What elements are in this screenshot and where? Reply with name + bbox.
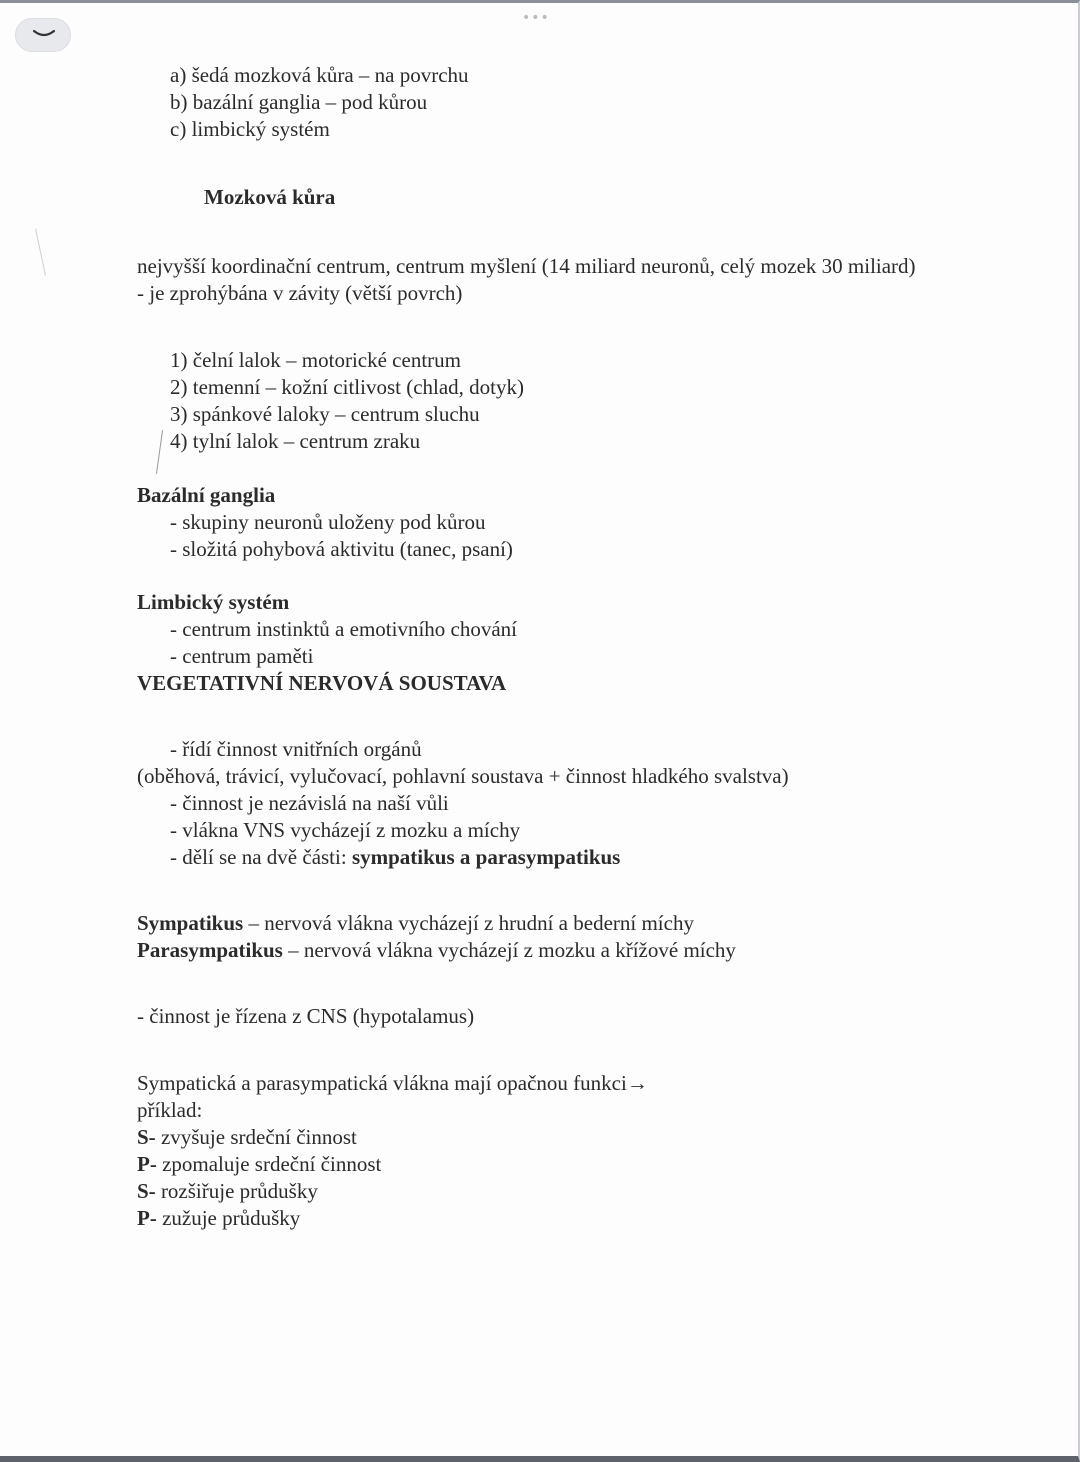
- basal-item: - složitá pohybová aktivitu (tanec, psaní): [170, 537, 513, 561]
- vns-line: - činnost je nezávislá na naší vůli: [170, 791, 449, 815]
- example-prefix: P-: [137, 1206, 157, 1230]
- vns-division-terms: sympatikus a parasympatikus: [351, 845, 621, 869]
- lobe-item: 3) spánkové laloky – centrum sluchu: [170, 402, 480, 426]
- vns-line: [170, 844, 620, 870]
- example-label: příklad:: [137, 1098, 203, 1122]
- control-line: - činnost je řízena z CNS (hypotalamus): [137, 1004, 475, 1028]
- cortex-intro: nejvyšší koordinační centrum, centrum myšlení (14 miliard neuronů, celý mozek 30 miliard): [137, 254, 916, 278]
- vns-line: - vlákna VNS vycházejí z mozku a míchy: [170, 818, 521, 842]
- vns-division-text: - dělí se na dvě části:: [170, 845, 352, 869]
- example-prefix: S-: [137, 1179, 156, 1203]
- example-item: [137, 1178, 318, 1204]
- more-menu-icon[interactable]: •••: [522, 10, 550, 26]
- basal-item: - skupiny neuronů uloženy pod kůrou: [170, 510, 486, 534]
- example-text: zvyšuje srdeční činnost: [155, 1125, 357, 1149]
- example-item: [137, 1151, 381, 1177]
- opposite-function-line: Sympatická a parasympatická vlákna mají opačnou funkci→: [137, 1071, 648, 1095]
- example-text: zpomaluje srdeční činnost: [156, 1152, 382, 1176]
- section-heading-limbic: Limbický systém: [137, 590, 290, 614]
- limbic-item: - centrum paměti: [170, 644, 314, 668]
- sympathetic-definition: [137, 910, 694, 936]
- list-item: b) bazální ganglia – pod kůrou: [170, 90, 428, 114]
- section-heading-vns: VEGETATIVNÍ NERVOVÁ SOUSTAVA: [137, 671, 507, 695]
- cortex-intro-2: - je zprohýbána v závity (větší povrch): [137, 281, 463, 305]
- example-item: [137, 1205, 300, 1231]
- term: Parasympatikus: [137, 938, 283, 962]
- lobe-item: 2) temenní – kožní citlivost (chlad, dotyk): [170, 375, 525, 399]
- list-item: a) šedá mozková kůra – na povrchu: [170, 63, 469, 87]
- definition: – nervová vlákna vycházejí z hrudní a bederní míchy: [243, 911, 694, 935]
- example-item: [137, 1124, 357, 1150]
- limbic-item: - centrum instinktů a emotivního chování: [170, 617, 518, 641]
- vns-line: - řídí činnost vnitřních orgánů: [170, 737, 422, 761]
- chevron-down-icon: [32, 28, 56, 42]
- lobe-item: 1) čelní lalok – motorické centrum: [170, 348, 461, 372]
- definition: – nervová vlákna vycházejí z mozku a křížové míchy: [282, 938, 736, 962]
- parasympathetic-definition: [137, 937, 736, 963]
- vns-line: (oběhová, trávicí, vylučovací, pohlavní soustava + činnost hladkého svalstva): [137, 764, 789, 788]
- example-text: rozšiřuje průdušky: [155, 1179, 318, 1203]
- lobe-item: 4) tylní lalok – centrum zraku: [170, 429, 421, 453]
- example-prefix: S-: [137, 1125, 156, 1149]
- section-heading-basal: Bazální ganglia: [137, 483, 276, 507]
- example-text: zužuje průdušky: [156, 1206, 301, 1230]
- term: Sympatikus: [137, 911, 244, 935]
- section-heading-cortex: Mozková kůra: [204, 185, 336, 209]
- example-prefix: P-: [137, 1152, 157, 1176]
- list-item: c) limbický systém: [170, 117, 330, 141]
- collapse-button[interactable]: [15, 18, 71, 52]
